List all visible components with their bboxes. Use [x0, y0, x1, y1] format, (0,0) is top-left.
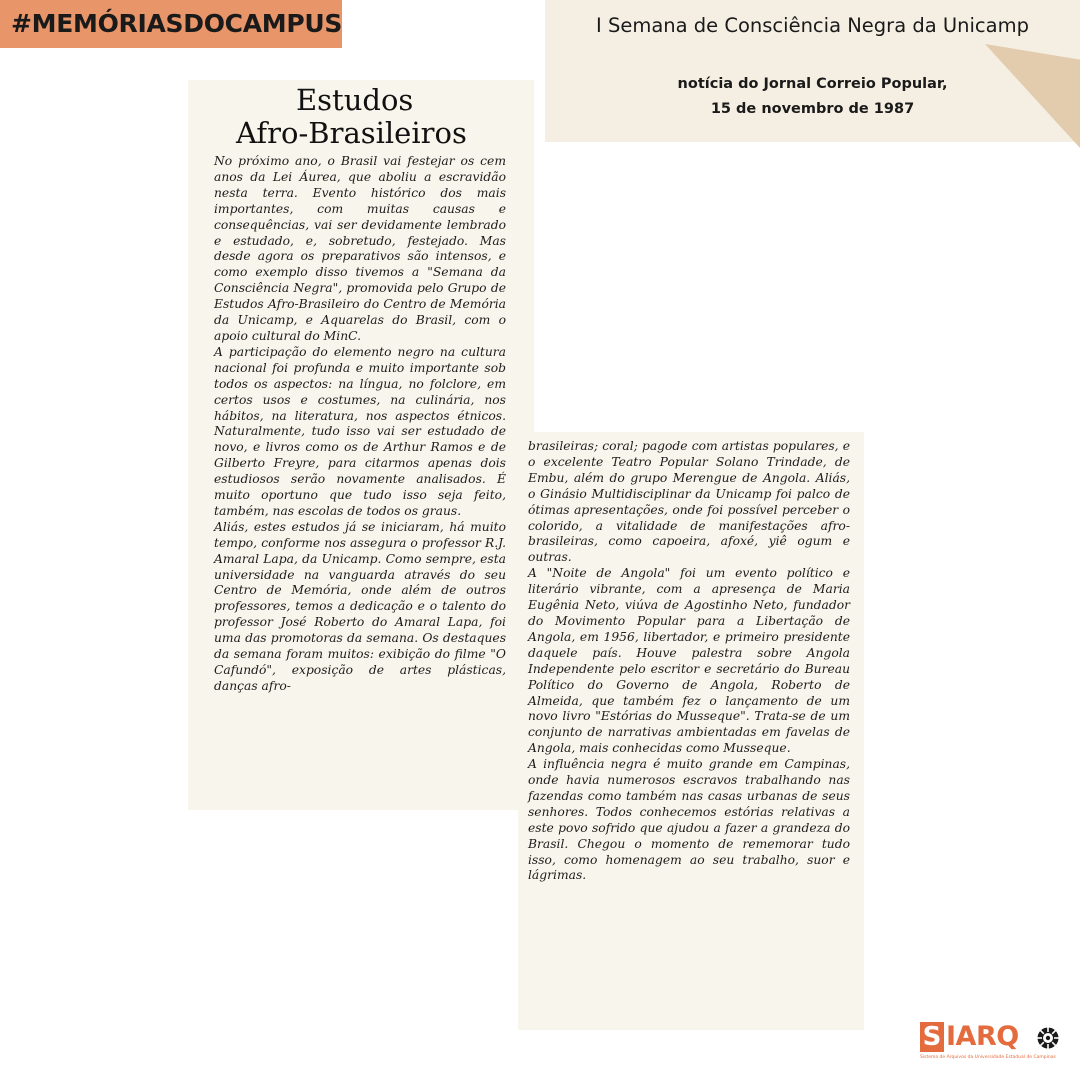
siarq-logo: [920, 1022, 1072, 1066]
logo-tagline: Sistema de Arquivos da Universidade Estadual de Campinas: [920, 1055, 1056, 1060]
page-title: I Semana de Consciência Negra da Unicamp: [596, 14, 1029, 37]
newspaper-clipping-right: [518, 432, 864, 1030]
headline-line-1: Estudos: [296, 83, 414, 117]
clipping-headline: [188, 84, 534, 150]
headline-line-2: Afro-Brasileiros: [236, 116, 467, 150]
logo-initial: S: [920, 1022, 944, 1052]
article-column-right: brasileiras; coral; pagode com artistas populares, e o excelente Teatro Popular Solano Trindade, de Embu, além do grupo Merengue de Angola. Aliás, o Ginásio Multidisciplinar da Unicamp foi palco de ótimas apresentações, onde foi possível perceber o colorido, a vitalidade de manifestações afro-brasileiras, como capoeira, afoxé, yiê ogum e outras. A "Noite de Angola" foi um evento político e literário vibrante, com a apresença de Maria Eugênia Neto, viúva de Agostinho Neto, fundador do Movimento Popular para a Libertação de Angola, em 1956, libertador, e primeiro presidente daquele país. Houve palestra sobre Angola Independente pelo escritor e secretário do Bureau Político do Governo de Angola, Roberto de Almeida, que também fez o lançamento de um novo livro "Estórias do Musseque". Trata-se de um conjunto de narrativas ambientadas em favelas de Angola, mais conhecidas como Musseque. A influência negra é muito grande em Campinas, onde havia numerosos escravos trabalhando nas fazendas como também nas casas urbanas de seus senhores. Todos conhecemos estórias relativas a este povo sofrido que ajudou a fazer a grandeza do Brasil. Chegou o momento de rememorar tudo isso, como homenagem ao seu trabalho, suor e lágrimas.: [528, 439, 850, 883]
newspaper-clipping-left: [188, 80, 534, 810]
source-line-2: 15 de novembro de 1987: [710, 101, 915, 117]
paper-note: [545, 0, 1080, 142]
logo-name: IARQ: [946, 1021, 1019, 1052]
source-note: [545, 72, 1080, 122]
gear-icon: [1036, 1026, 1060, 1050]
article-column-left: No próximo ano, o Brasil vai festejar os cem anos da Lei Áurea, que aboliu a escravidão nesta terra. Evento histórico dos mais importantes, com muitas causas e consequências, vai ser devidamente lembrado e estudado, e, sobretudo, festejado. Mas desde agora os preparativos são intensos, e como exemplo disso tivemos a "Semana da Consciência Negra", promovida pelo Grupo de Estudos Afro-Brasileiro do Centro de Memória da Unicamp, e Aquarelas do Brasil, com o apoio cultural do MinC. A participação do elemento negro na cultura nacional foi profunda e muito importante sob todos os aspectos: na língua, no folclore, em certos usos e costumes, na culinária, nos hábitos, na literatura, nos aspectos étnicos. Naturalmente, tudo isso vai ser estudado de novo, e livros como os de Arthur Ramos e de Gilberto Freyre, para citarmos apenas dois estudiosos serão novamente analisados. É muito oportuno que tudo isso seja feito, também, nas escolas de todos os graus. Aliás, estes estudos já se iniciaram, há muito tempo, conforme nos assegura o professor R.J. Amaral Lapa, da Unicamp. Como sempre, esta universidade na vanguarda através do seu Centro de Memória, onde além de outros professores, temos a dedicação e o talento do professor José Roberto do Amaral Lapa, foi uma das promotoras da semana. Os destaques da semana foram muitos: exibição do filme "O Cafundó", exposição de artes plásticas, danças afro-: [214, 154, 506, 693]
hashtag-label: #MEMÓRIASDOCAMPUS: [0, 0, 342, 48]
source-line-1: notícia do Jornal Correio Popular,: [677, 76, 948, 92]
